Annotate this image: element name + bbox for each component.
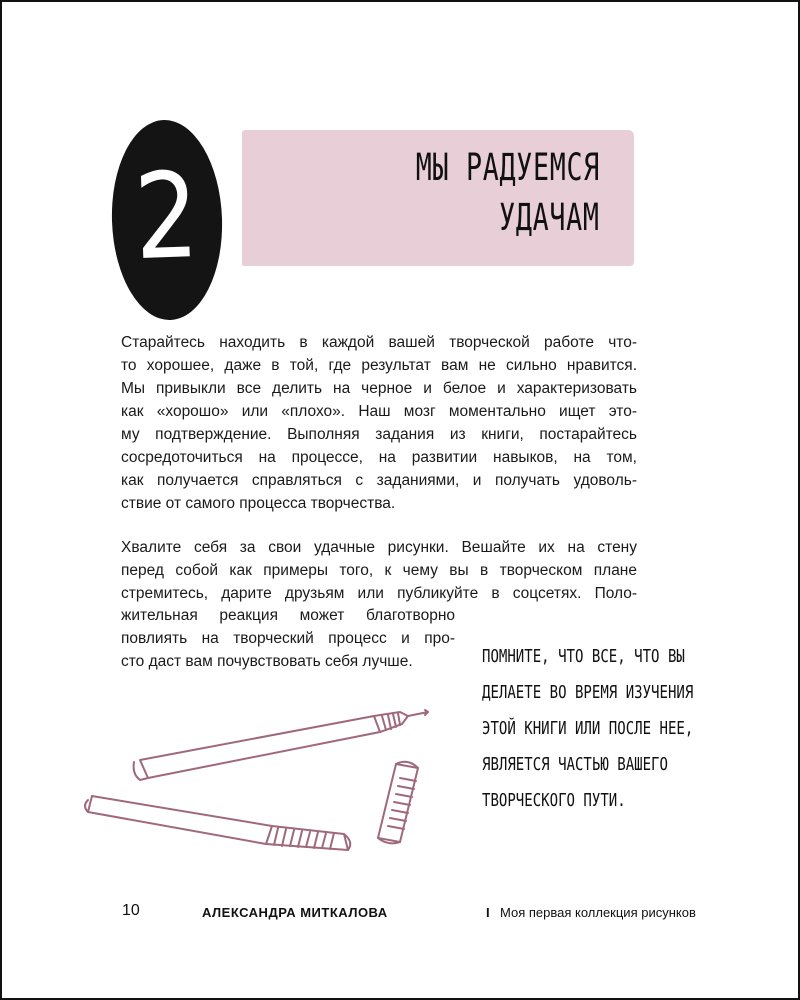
note-line: ДЕЛАЕТЕ ВО ВРЕМЯ ИЗУЧЕНИЯ [482, 682, 694, 703]
note-line: ЯВЛЯЕТСЯ ЧАСТЬЮ ВАШЕГО [482, 754, 668, 775]
chapter-title-line-2: УДАЧАМ [499, 196, 600, 239]
paragraph-line: сто даст вам почувствовать себя лучше. [121, 653, 413, 670]
paragraph-line: му подтверждение. Выполняя задания из книги, постарайтесь [121, 426, 637, 443]
chapter-title-line-1: МЫ РАДУЕМСЯ [415, 146, 600, 189]
paragraph-line: то хорошее, даже в той, где результат вам не сильно нравится. [121, 357, 637, 374]
chapter-title-box [242, 130, 634, 266]
marker-icon [85, 796, 350, 850]
paragraph-line: перед собой как примеры того, к чему вы в творческом плане [121, 562, 637, 579]
chapter-number: 2 [132, 145, 202, 287]
paragraph-line: как получается справляться с заданиями, и получать удоволь- [121, 472, 637, 489]
note-line: ЭТОЙ КНИГИ ИЛИ ПОСЛЕ НЕЕ, [482, 718, 694, 739]
footer-separator: I [486, 905, 490, 920]
footer-author: АЛЕКСАНДРА МИТКАЛОВА [202, 905, 388, 920]
paragraph-1 [121, 331, 637, 515]
pen-icon [134, 710, 428, 780]
chapter-number-badge [109, 118, 226, 322]
paragraph-line: повлиять на творческий процесс и про- [121, 630, 455, 647]
page-number: 10 [122, 902, 140, 919]
paragraph-line: Мы привыкли все делить на черное и белое и характеризовать [121, 380, 637, 397]
pen-and-marker-illustration [82, 702, 442, 862]
paragraph-line: Хвалите себя за свои удачные рисунки. Вешайте их на стену [121, 539, 637, 556]
note-line: ТВОРЧЕСКОГО ПУТИ. [482, 790, 626, 811]
paragraph-2 [121, 536, 637, 605]
marker-cap-icon [378, 762, 418, 844]
paragraph-line: стремитесь, дарите друзьям или публикуйте в соцсетях. Поло- [121, 585, 637, 602]
footer-book-title: Моя первая коллекция рисунков [500, 905, 696, 920]
paragraph-2-continuation [121, 604, 455, 673]
paragraph-line: сосредоточиться на процессе, на развитии навыков, на том, [121, 449, 637, 466]
paragraph-line: ствие от самого процесса творчества. [121, 495, 396, 512]
note-line: ПОМНИТЕ, ЧТО ВСЕ, ЧТО ВЫ [482, 646, 685, 667]
handwritten-note [482, 639, 722, 819]
paragraph-line: жительная реакция может благотворно [121, 607, 455, 624]
paragraph-line: Старайтесь находить в каждой вашей творческой работе что- [121, 334, 637, 351]
paragraph-line: как «хорошо» или «плохо». Наш мозг моментально ищет это- [121, 403, 637, 420]
